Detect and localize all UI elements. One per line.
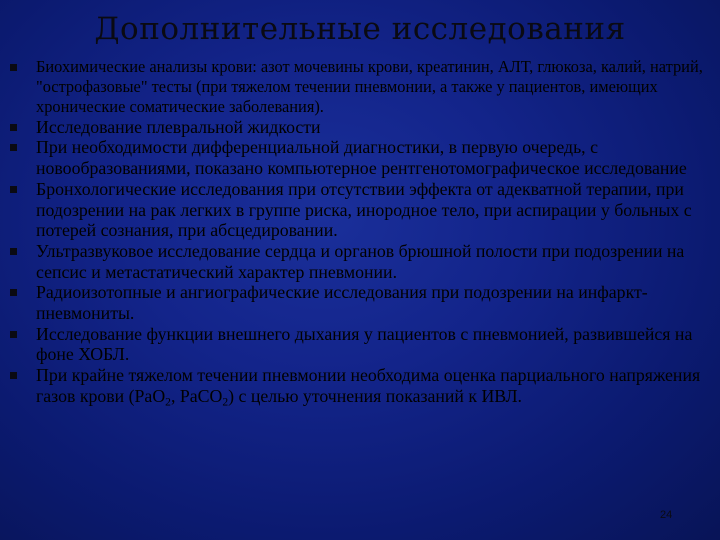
list-item-text: При необходимости дифференциальной диагностики, в первую очередь, с новообразованиями, показано компьютерное рентгенотомографическое исследование — [36, 137, 687, 179]
list-item-text: Радиоизотопные и ангиографические исследования при подозрении на инфаркт-пневмониты. — [36, 282, 648, 324]
list-item-text: Исследование функции внешнего дыхания у пациентов с пневмонией, развившейся на фоне ХОБЛ. — [36, 323, 693, 365]
list-item-text: Ультразвуковое исследование сердца и органов брюшной полости при подозрении на сепсис и метастатический характер пневмонии. — [36, 240, 685, 282]
list-item-text: Исследование плевральной жидкости — [36, 116, 321, 137]
square-bullet-icon — [10, 144, 17, 151]
list-item — [10, 324, 710, 365]
square-bullet-icon — [10, 248, 17, 255]
list-item — [10, 282, 710, 323]
bullet-list — [10, 57, 710, 407]
list-item — [10, 117, 710, 138]
square-bullet-icon — [10, 372, 17, 379]
square-bullet-icon — [10, 186, 17, 193]
list-item — [10, 365, 710, 409]
square-bullet-icon — [10, 331, 17, 338]
page-number: 24 — [660, 509, 673, 521]
slide-title: Дополнительные исследования — [94, 11, 626, 47]
list-item-text: При крайне тяжелом течении пневмонии необходима оценка парциального напряжения газов крови (PaO$_2$, PaCO$_2$) с целью уточнения показаний к ИВЛ. — [36, 365, 701, 409]
square-bullet-icon — [10, 64, 17, 71]
list-item-text: Бронхологические исследования при отсутствии эффекта от адекватной терапии, при подозрении на рак легких в группе риска, инородное тело, при аспирации у больных с потерей сознания, при абсцедировании. — [36, 178, 692, 241]
list-item-text: Биохимические анализы крови: азот мочевины крови, креатинин, АЛТ, глюкоза, калий, натрий, "острофазовые" тесты (при тяжелом течении пневмонии, а также у пациентов, имеющих хронические соматические заболевания). — [36, 57, 703, 116]
square-bullet-icon — [10, 289, 17, 296]
list-item — [10, 57, 710, 117]
list-item — [10, 179, 710, 241]
list-item — [10, 241, 710, 282]
list-item — [10, 137, 710, 178]
square-bullet-icon — [10, 124, 17, 131]
